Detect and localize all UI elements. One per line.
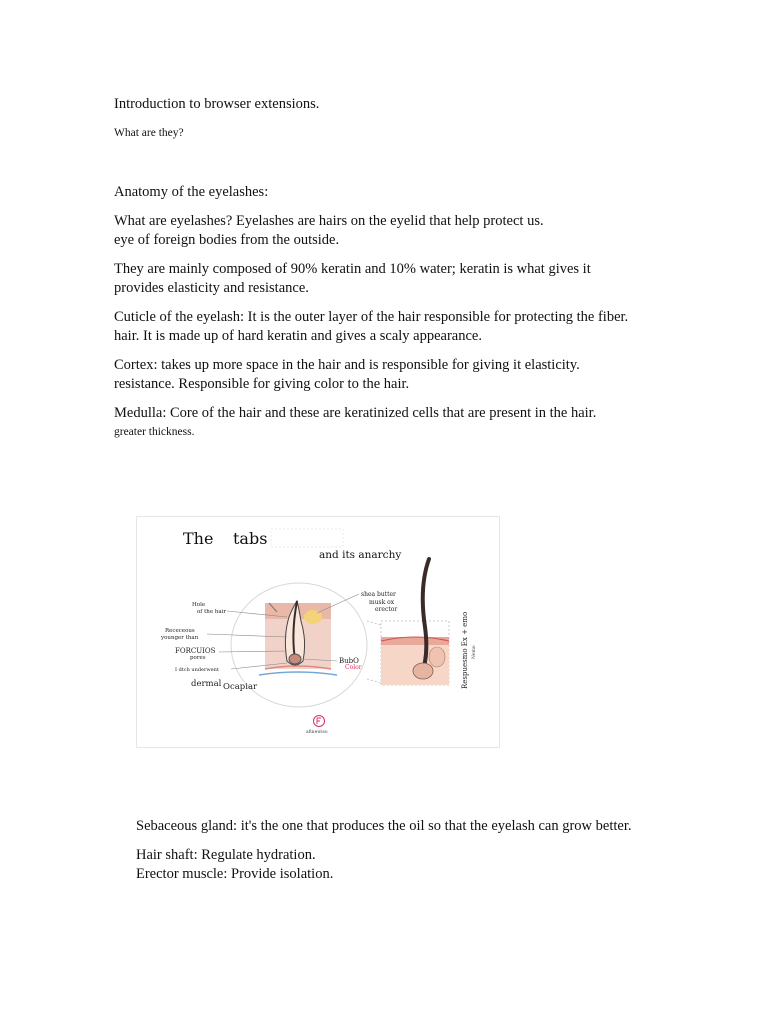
eyelash-anatomy-illustration xyxy=(137,517,499,747)
sebaceous-gland-line: Sebaceous gland: it's the one that produces the oil so that the eyelash can grow better. xyxy=(136,818,632,834)
label-ocapiar: Ocapiar xyxy=(223,682,258,692)
intro-subheading: What are they? xyxy=(114,127,184,139)
label-color: Color xyxy=(345,664,362,671)
figure-title-box xyxy=(271,529,343,547)
label-dermal: dermal xyxy=(191,679,222,689)
label-bulbo: BubO xyxy=(339,657,359,665)
figure-title-word-2: tabs xyxy=(233,529,268,548)
label-hole-line-2: of the hair xyxy=(197,609,227,615)
label-receceous-line-2: younger than xyxy=(161,635,199,641)
label-forcuios-line-2: pores xyxy=(190,655,206,661)
paragraph-3-line-1: Cuticle of the eyelash: It is the outer layer of the hair responsible for protecting the fiber. xyxy=(114,309,629,325)
detail-gland xyxy=(429,647,445,667)
label-musk-ox: musk ox xyxy=(369,599,395,606)
logo-caption: afinewiso xyxy=(306,730,328,735)
figure-subtitle: and its anarchy xyxy=(319,549,402,561)
erector-muscle-line: Erector muscle: Provide isolation. xyxy=(136,866,334,882)
label-hole-line-1: Hole xyxy=(192,602,206,608)
paragraph-3-line-2: hair. It is made up of hard keratin and gives a scaly appearance. xyxy=(114,328,482,344)
label-idtch: I dtch underwent xyxy=(175,667,219,673)
hair-bulb xyxy=(289,654,301,664)
label-vertical-small: Nemo xyxy=(472,645,477,659)
label-shea-butter: shea butter xyxy=(361,591,396,598)
paragraph-2-line-1: They are mainly composed of 90% keratin and 10% water; keratin is what gives it xyxy=(114,261,591,277)
paragraph-5-line-1: Medulla: Core of the hair and these are keratinized cells that are present in the hair. xyxy=(114,405,597,421)
paragraph-1-line-2: eye of foreign bodies from the outside. xyxy=(114,232,340,248)
label-receceous-line-1: Receceous xyxy=(165,628,195,634)
figure-title-word-1: The xyxy=(183,529,214,548)
hair-shaft-line: Hair shaft: Regulate hydration. xyxy=(136,847,316,863)
detail-skin-surface xyxy=(381,637,449,645)
label-erector: erector xyxy=(375,606,398,613)
paragraph-4-line-2: resistance. Responsible for giving color to the hair. xyxy=(114,376,410,392)
eyelash-anatomy-figure xyxy=(136,516,500,748)
paragraph-5-line-2: greater thickness. xyxy=(114,426,195,438)
paragraph-4-line-1: Cortex: takes up more space in the hair and is responsible for giving it elasticity. xyxy=(114,357,580,373)
label-forcuios-line-1: FORCUIOS xyxy=(175,647,216,655)
label-vertical: Respuesmo Ex + emo xyxy=(461,611,469,689)
connector-top xyxy=(367,621,381,625)
connector-bottom xyxy=(367,679,381,683)
logo-mark xyxy=(317,718,321,724)
blood-vessel-blue xyxy=(259,672,337,675)
anatomy-heading: Anatomy of the eyelashes: xyxy=(114,184,269,200)
intro-heading: Introduction to browser extensions. xyxy=(114,96,320,112)
detail-bulb xyxy=(413,663,433,679)
paragraph-1-line-1: What are eyelashes? Eyelashes are hairs on the eyelid that help protect us. xyxy=(114,213,544,229)
paragraph-2-line-2: provides elasticity and resistance. xyxy=(114,280,309,296)
